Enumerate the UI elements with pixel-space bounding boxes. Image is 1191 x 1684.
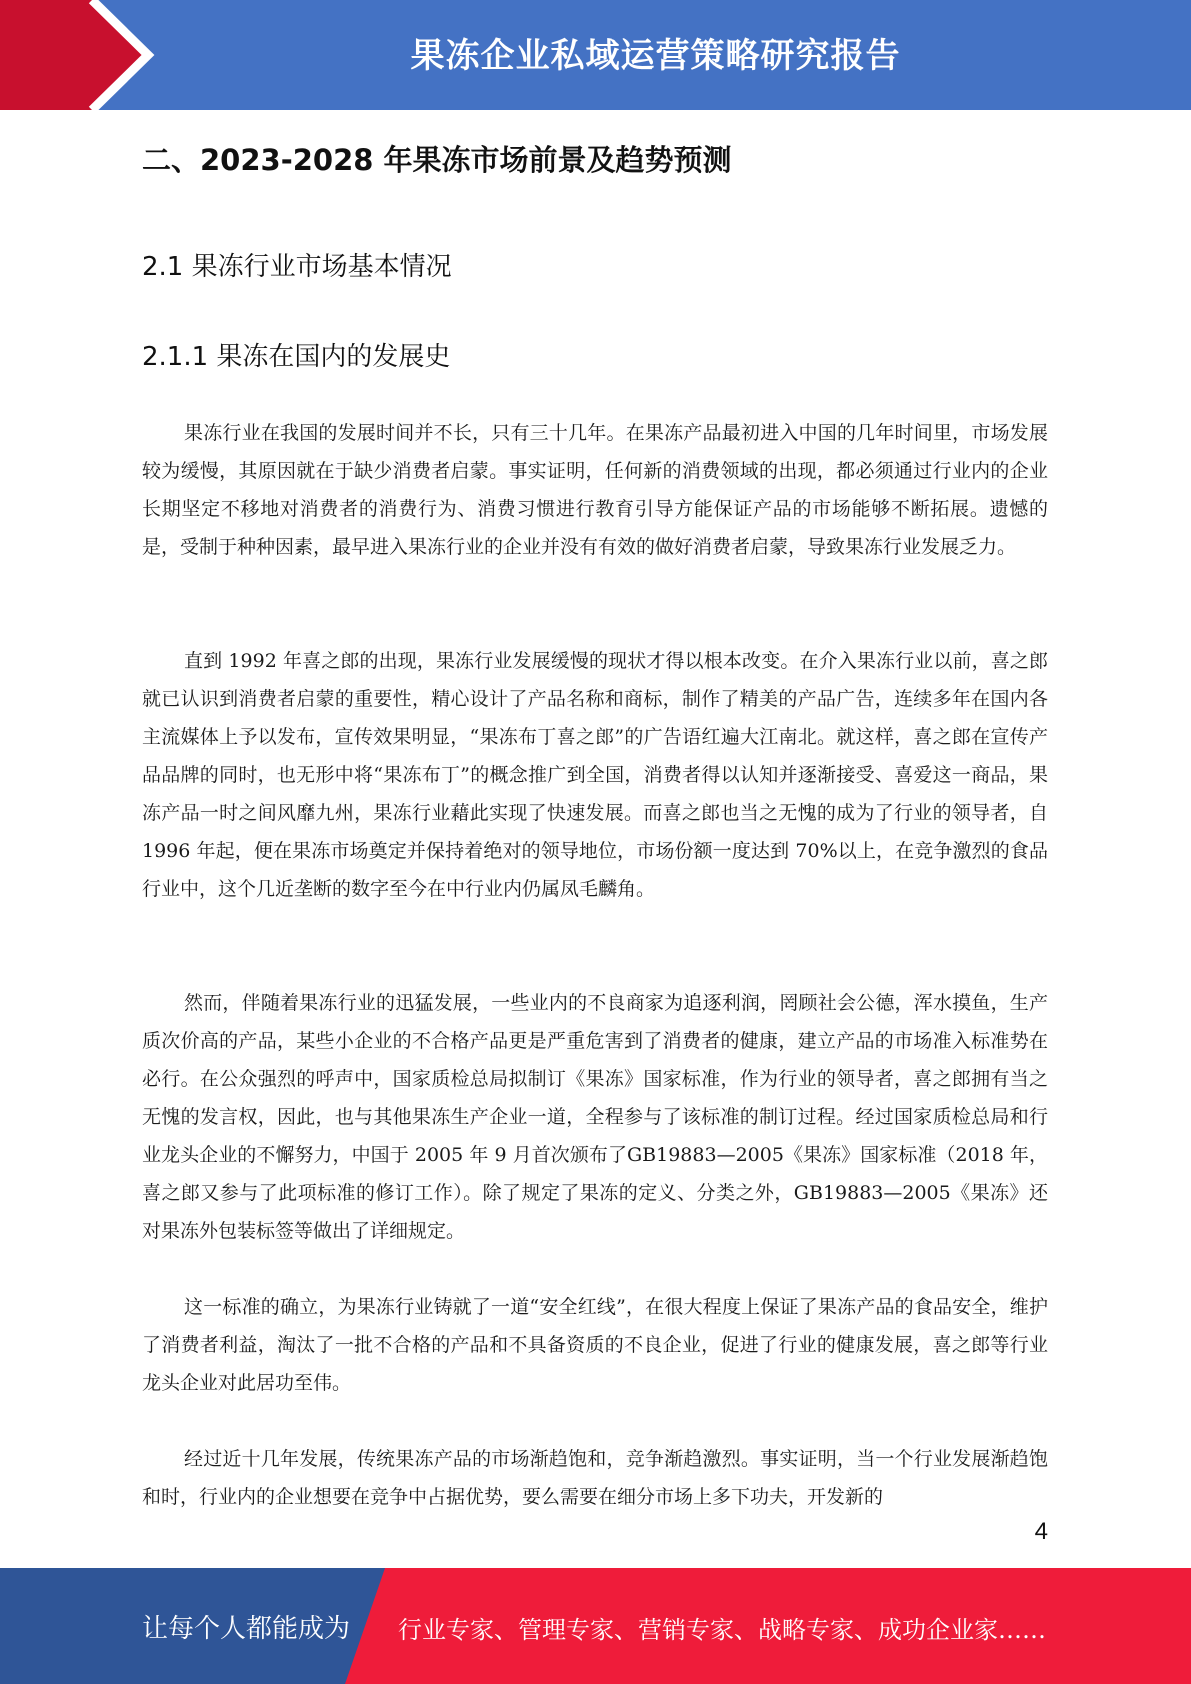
page-content	[142, 138, 1048, 1508]
paragraph: 这一标准的确立，为果冻行业铸就了一道“安全红线”，在很大程度上保证了果冻产品的食品安全，维护了消费者利益，淘汰了一批不合格的产品和不具备资质的不良企业，促进了行业的健康发展，喜之郎等行业龙头企业对此居功至伟。	[142, 1296, 1048, 1394]
sub-heading: 2.1 果冻行业市场基本情况	[142, 252, 452, 282]
report-title: 果冻企业私域运营策略研究报告	[410, 36, 901, 76]
paragraph: 然而，伴随着果冻行业的迅猛发展，一些业内的不良商家为追逐利润，罔顾社会公德，浑水摸鱼，生产质次价高的产品，某些小企业的不合格产品更是严重危害到了消费者的健康，建立产品的市场准入标准势在必行。在公众强烈的呼声中，国家质检总局拟制订《果冻》国家标准，作为行业的领导者，喜之郎拥有当之无愧的发言权，因此，也与其他果冻生产企业一道，全程参与了该标准的制订过程。经过国家质检总局和行业龙头企业的不懈努力，中国于 2005 年 9 月首次颁布了GB19883—2005《果冻》国家标准（2018 年，喜之郎又参与了此项标准的修订工作）。除了规定了果冻的定义、分类之外，GB19883—2005《果冻》还对果冻外包装标签等做出了详细规定。	[142, 992, 1048, 1242]
paragraph: 经过近十几年发展，传统果冻产品的市场渐趋饱和，竞争渐趋激烈。事实证明，当一个行业发展渐趋饱和时，行业内的企业想要在竞争中占据优势，要么需要在细分市场上多下功夫，开发新的	[142, 1448, 1048, 1508]
section-heading: 二、2023-2028 年果冻市场前景及趋势预测	[142, 143, 732, 177]
paragraph: 直到 1992 年喜之郎的出现，果冻行业发展缓慢的现状才得以根本改变。在介入果冻行业以前，喜之郎就已认识到消费者启蒙的重要性，精心设计了产品名称和商标，制作了精美的产品广告，连续多年在国内各主流媒体上予以发布，宣传效果明显，“果冻布丁喜之郎”的广告语红遍大江南北。就这样，喜之郎在宣传产品品牌的同时，也无形中将“果冻布丁”的概念推广到全国，消费者得以认知并逐渐接受、喜爱这一商品，果冻产品一时之间风靡九州，果冻行业藉此实现了快速发展。而喜之郎也当之无愧的成为了行业的领导者，自 1996 年起，便在果冻市场奠定并保持着绝对的领导地位，市场份额一度达到 70%以上，在竞争激烈的食品行业中，这个几近垄断的数字至今在中行业内仍属凤毛麟角。	[142, 650, 1048, 900]
sub-sub-heading: 2.1.1 果冻在国内的发展史	[142, 342, 451, 372]
footer-slogan-left: 让每个人都能成为	[142, 1614, 351, 1644]
footer-slogan-right: 行业专家、管理专家、营销专家、战略专家、成功企业家……	[398, 1616, 1046, 1644]
page-footer-banner	[0, 1568, 1191, 1684]
page-header-banner	[0, 0, 1191, 110]
paragraph: 果冻行业在我国的发展时间并不长，只有三十几年。在果冻产品最初进入中国的几年时间里，市场发展较为缓慢，其原因就在于缺少消费者启蒙。事实证明，任何新的消费领域的出现，都必须通过行业内的企业长期坚定不移地对消费者的消费行为、消费习惯进行教育引导方能保证产品的市场能够不断拓展。遗憾的是，受制于种种因素，最早进入果冻行业的企业并没有有效的做好消费者启蒙，导致果冻行业发展乏力。	[142, 422, 1048, 558]
page-number: 4	[1034, 1518, 1048, 1545]
